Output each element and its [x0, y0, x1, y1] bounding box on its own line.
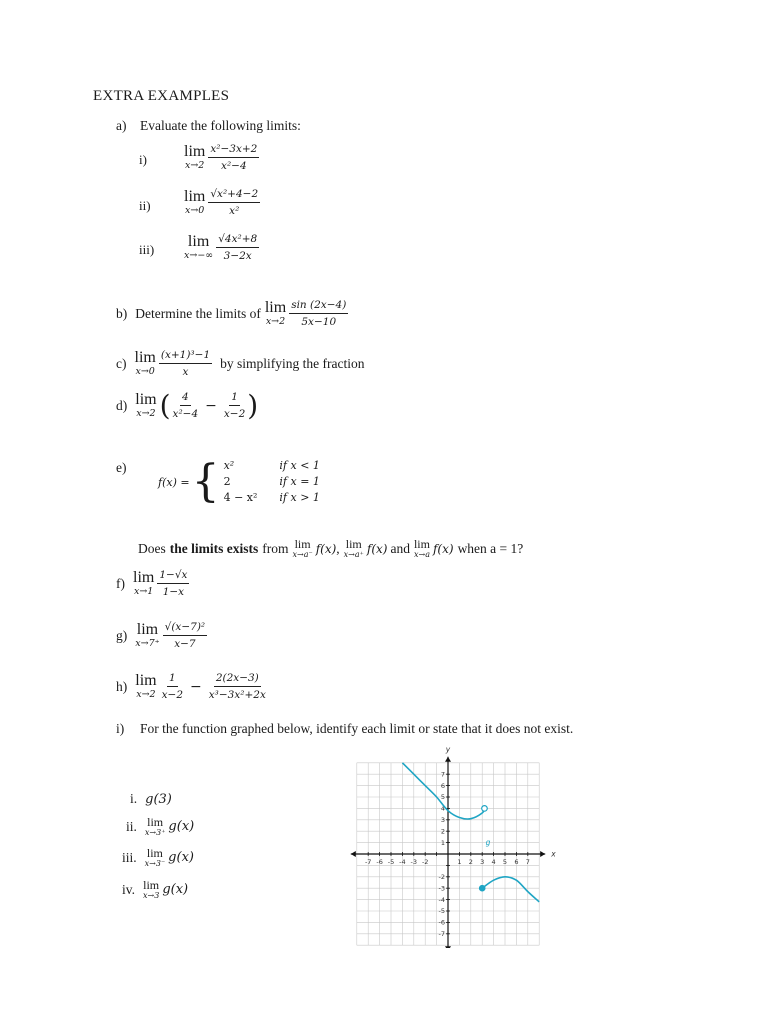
part-f-marker: f) [116, 575, 125, 591]
comma: , [336, 540, 340, 556]
fraction [157, 568, 189, 599]
part-b [116, 298, 348, 329]
curve-right-branch [482, 877, 539, 902]
x-tick-label: 7 [525, 858, 530, 866]
right-paren: ) [247, 388, 259, 422]
part-d [116, 390, 258, 421]
lim-sub: x→0 [135, 366, 155, 377]
lim-operator [135, 622, 159, 649]
lim-operator [135, 673, 156, 700]
case-cond: if x < 1 [279, 459, 320, 472]
lim-operator [145, 816, 166, 837]
numerator: x²−3x+2 [208, 142, 259, 158]
x-tick-label: 4 [491, 858, 496, 866]
denominator: x [182, 366, 189, 378]
y-axis-arrow-up [445, 757, 451, 762]
x-tick-label: -3 [410, 858, 418, 866]
q-does: Does [138, 540, 166, 556]
denominator: 3−2x [223, 250, 252, 262]
part-h-marker: h) [116, 678, 128, 694]
x-tick-label: -7 [364, 858, 372, 866]
x-tick-label: -5 [387, 858, 395, 866]
y-tick-label: 4 [440, 804, 445, 813]
lim-sub: x→7⁺ [135, 638, 160, 649]
denominator: x−7 [174, 638, 196, 650]
lim-word: lim [187, 233, 210, 250]
lim-word: lim [134, 349, 156, 366]
fraction [289, 298, 348, 329]
minus-sign: − [190, 678, 202, 695]
part-e-question [138, 538, 523, 559]
lim-operator [143, 879, 159, 900]
lim-operator [145, 847, 166, 868]
fraction [216, 232, 259, 263]
case-row [220, 474, 324, 490]
open-endpoint [482, 806, 488, 812]
subitem-ii [126, 816, 194, 837]
y-tick-label: 3 [440, 816, 445, 824]
item-a-i-expr [184, 142, 259, 173]
y-tick-label: 6 [440, 781, 445, 790]
lim-operator [135, 350, 156, 377]
x-tick-label: -2 [421, 858, 429, 866]
numerator: 1−√x [157, 568, 189, 584]
lim-word: lim [146, 846, 163, 860]
fraction [208, 142, 259, 173]
part-i-prompt: For the function graphed below, identify each limit or state that it does not exist. [140, 721, 574, 736]
numerator: 4 [180, 390, 191, 406]
lim-operator [135, 392, 156, 419]
lim-sub: x→0 [184, 205, 205, 216]
lim-operator [293, 538, 313, 559]
lim-word: lim [184, 188, 206, 205]
denominator: x² [229, 205, 240, 217]
denominator: x−2 [223, 408, 246, 420]
subitem-iii [122, 847, 194, 868]
lim-sub: x→a⁻ [292, 550, 313, 559]
part-c-suffix: by simplifying the fraction [220, 355, 365, 371]
x-tick-label: 6 [514, 858, 519, 866]
lim-operator [184, 144, 205, 171]
part-a-prompt: Evaluate the following limits: [140, 118, 301, 133]
f-of-x: f(x) [432, 541, 454, 556]
lim-word: lim [143, 878, 160, 892]
y-tick-label: -2 [438, 873, 445, 881]
subitem-expr: g(x) [162, 882, 189, 897]
lim-operator [265, 300, 286, 327]
lim-word: lim [147, 815, 164, 829]
part-h [116, 671, 268, 702]
subitem-i [130, 791, 172, 807]
lim-sub: x→−∞ [184, 250, 214, 261]
fraction [159, 348, 212, 379]
lim-sub: x→3⁺ [144, 828, 166, 837]
fraction-2 [222, 390, 247, 421]
lim-word: lim [136, 621, 159, 638]
part-g-marker: g) [116, 627, 128, 643]
y-tick-label: -4 [438, 895, 445, 904]
item-a-ii-label: ii) [139, 198, 151, 213]
lim-word: lim [345, 537, 362, 551]
q-bold: the limits exists [169, 540, 259, 556]
item-a-ii-expr [184, 187, 260, 218]
part-e-marker: e) [116, 460, 127, 475]
left-paren: ( [159, 388, 171, 422]
lim-word: lim [413, 537, 430, 551]
x-tick-label: 1 [457, 858, 462, 866]
lim-sub: x→2 [136, 408, 156, 419]
lim-word: lim [135, 391, 157, 408]
subitem-label: iv. [122, 881, 135, 897]
part-a-marker: a) [116, 118, 127, 133]
fraction-1 [160, 671, 185, 702]
y-axis-arrow-down [445, 946, 451, 948]
lim-operator [414, 538, 430, 559]
lim-operator [344, 538, 364, 559]
case-expr: x² [223, 459, 235, 472]
x-tick-label: 3 [480, 858, 485, 866]
subitem-expr: g(x) [168, 819, 195, 834]
left-brace: { [191, 456, 220, 507]
y-tick-label: -3 [438, 884, 445, 893]
part-b-marker: b) [116, 305, 128, 321]
lim-sub: x→a⁺ [343, 550, 364, 559]
lim-sub: x→2 [265, 316, 286, 327]
part-d-marker: d) [116, 397, 128, 413]
x-tick-label: 5 [502, 858, 508, 866]
subitem-iv [122, 879, 188, 900]
lim-sub: x→1 [133, 586, 154, 597]
subitem-label: iii. [122, 849, 137, 865]
numerator: (x+1)³−1 [159, 348, 212, 364]
lim-sub: x→3⁻ [144, 859, 166, 868]
y-tick-label: -7 [438, 930, 445, 938]
lim-word: lim [264, 299, 287, 316]
subitem-expr: g(3) [145, 791, 172, 807]
denominator: 5x−10 [301, 316, 337, 328]
page-title: EXTRA EXAMPLES [93, 88, 230, 104]
q-and: and [390, 540, 410, 556]
denominator: x−2 [161, 689, 183, 701]
fraction [208, 187, 260, 218]
lim-word: lim [294, 537, 311, 551]
function-label: g [485, 837, 491, 847]
denominator: 1−x [162, 586, 185, 598]
denominator: x³−3x²+2x [208, 689, 266, 701]
function-graph [344, 746, 560, 948]
x-tick-label: -4 [399, 858, 406, 866]
x-axis-label: x [551, 849, 556, 859]
y-tick-label: 1 [440, 838, 445, 847]
case-cond: if x = 1 [279, 475, 320, 488]
fraction [163, 620, 208, 651]
part-b-prompt: Determine the limits of [135, 305, 261, 321]
lim-operator [133, 570, 154, 597]
part-c-marker: c) [116, 355, 127, 371]
fraction-1 [171, 390, 201, 421]
q-end: when a = 1? [457, 540, 524, 556]
fraction-2 [207, 671, 268, 702]
numerator: sin (2x−4) [289, 298, 348, 314]
subitem-label: ii. [126, 818, 137, 834]
numerator: √x²+4−2 [208, 187, 260, 203]
case-cond: if x > 1 [279, 491, 320, 504]
denominator: x²−4 [172, 408, 199, 420]
case-row [220, 490, 324, 506]
y-axis-label: y [445, 746, 451, 754]
part-f [116, 568, 189, 599]
denominator: x²−4 [221, 160, 247, 172]
lim-word: lim [184, 143, 206, 160]
y-tick-label: 5 [440, 793, 445, 802]
lim-word: lim [133, 569, 155, 586]
item-a-iii-expr [184, 232, 259, 263]
closed-endpoint [479, 885, 485, 891]
y-tick-label: -6 [438, 918, 445, 927]
subitem-expr: g(x) [168, 850, 194, 865]
f-of-x: f(x) [315, 541, 337, 556]
lim-sub: x→a [413, 550, 430, 559]
y-tick-label: 7 [440, 770, 445, 779]
q-from: from [262, 540, 289, 556]
case-expr: 4 − x² [223, 491, 258, 504]
lim-operator [184, 234, 213, 261]
x-axis-arrow-right [540, 851, 545, 857]
x-tick-label: -6 [376, 858, 383, 866]
numerator: 1 [229, 390, 240, 406]
part-i-marker: i) [116, 721, 125, 736]
x-tick-label: 2 [468, 858, 473, 866]
lim-sub: x→2 [184, 160, 205, 171]
cases-table [220, 458, 324, 506]
lim-word: lim [135, 672, 157, 689]
lim-sub: x→2 [136, 689, 156, 700]
part-c [116, 348, 364, 379]
item-a-iii-label: iii) [139, 242, 155, 257]
function-name: f(x) = [158, 475, 190, 489]
case-row [220, 458, 324, 474]
minus-sign: − [205, 397, 217, 414]
lim-sub: x→3 [143, 891, 160, 900]
y-tick-label: -5 [438, 907, 445, 916]
y-tick-label: 2 [440, 827, 445, 836]
lim-operator [184, 189, 205, 216]
x-axis-arrow-left [351, 851, 356, 857]
item-a-i-label: i) [139, 152, 147, 167]
subitem-label: i. [130, 791, 138, 806]
numerator: 2(2x−3) [214, 671, 261, 687]
numerator: √4x²+8 [216, 232, 259, 248]
case-expr: 2 [223, 475, 231, 488]
numerator: √(x−7)² [163, 620, 208, 636]
f-of-x: f(x) [366, 541, 388, 556]
numerator: 1 [167, 671, 178, 687]
piecewise-function [158, 458, 324, 506]
part-g [116, 620, 207, 651]
